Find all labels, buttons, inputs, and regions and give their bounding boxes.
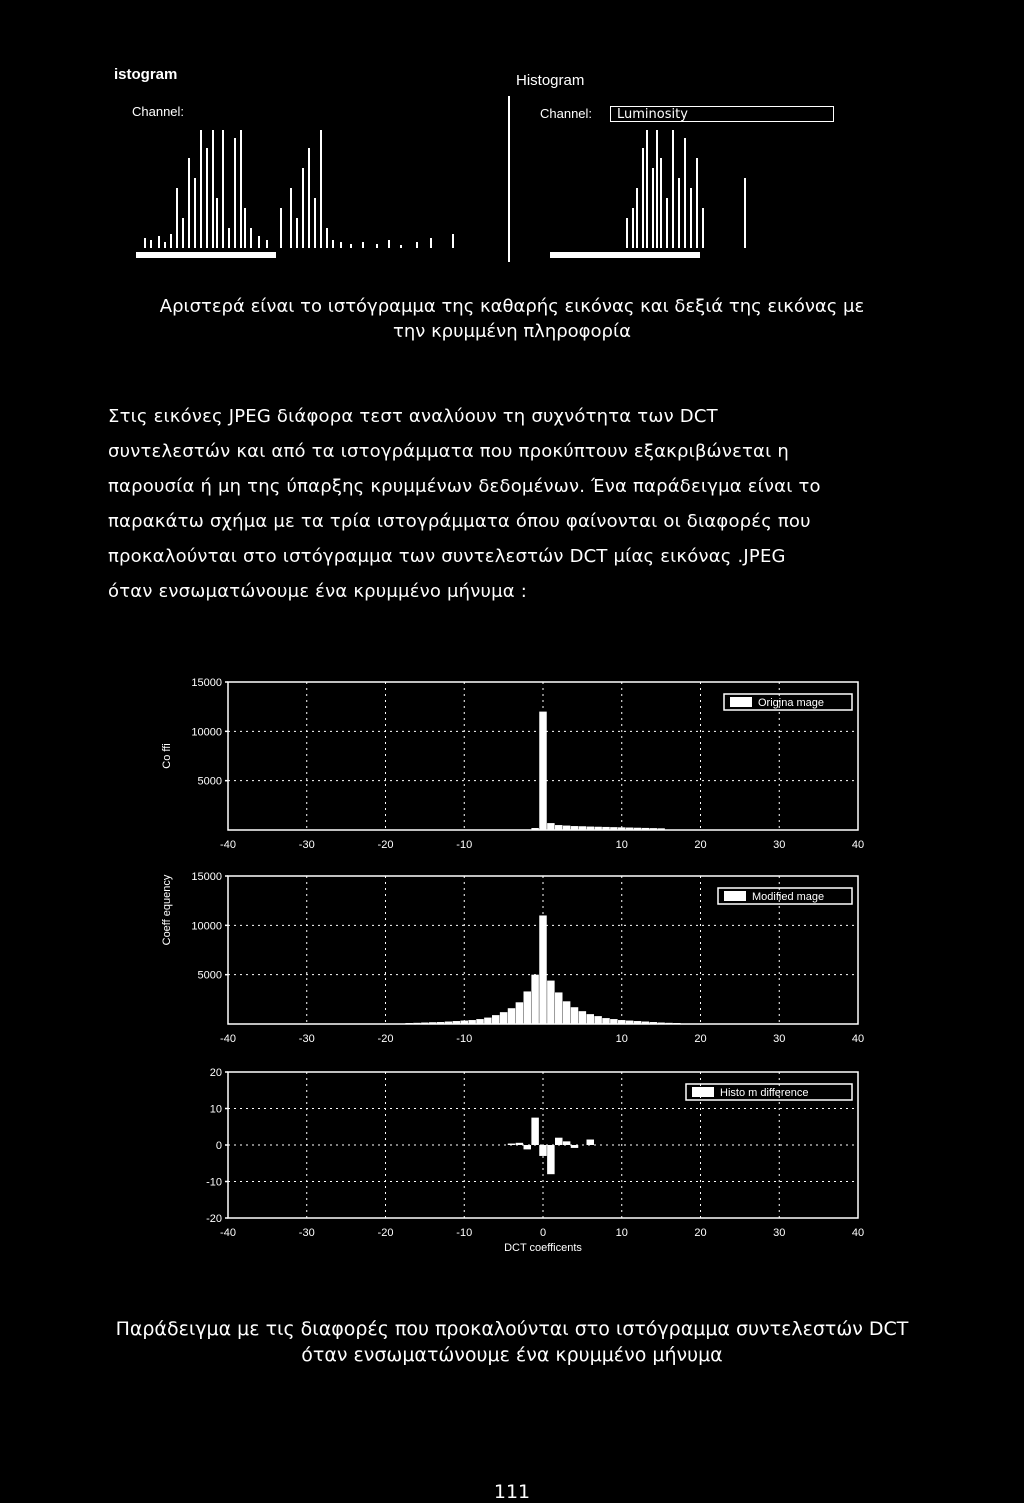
right-histogram-gradient-bar — [550, 252, 700, 258]
legend-label: Modified mage — [752, 891, 825, 903]
bar — [555, 992, 562, 1024]
left-histogram-bar — [194, 178, 196, 248]
bar — [626, 828, 633, 830]
right-histogram-bar — [678, 178, 680, 248]
left-histogram-bar — [326, 228, 328, 248]
right-histogram-title: Histogram — [516, 72, 585, 89]
left-histogram-bar — [234, 138, 236, 248]
bar — [594, 827, 601, 830]
right-histogram-bar — [672, 130, 674, 248]
right-histogram-bar — [702, 208, 704, 248]
y-tick-label: 5000 — [197, 775, 222, 788]
left-histogram-bar — [176, 188, 178, 248]
dct-chart-3 — [206, 1067, 864, 1254]
bar — [516, 1002, 523, 1024]
y-tick-label: 15000 — [191, 871, 222, 883]
x-tick-label: -30 — [298, 1033, 315, 1045]
bar — [610, 1019, 617, 1024]
left-histogram-bar — [314, 198, 316, 248]
right-histogram-bar — [684, 138, 686, 248]
histogram-divider — [508, 96, 510, 262]
x-tick-label: -30 — [298, 1227, 315, 1239]
right-histogram-bar — [652, 168, 654, 248]
bar — [618, 1020, 625, 1024]
x-tick-label: 20 — [694, 839, 707, 851]
left-histogram-bar — [170, 234, 172, 248]
x-tick-label: -40 — [220, 839, 236, 851]
bar — [492, 1015, 499, 1024]
left-histogram-bar — [244, 208, 246, 248]
left-histogram-bar — [150, 240, 152, 248]
right-histogram-bar — [646, 130, 648, 248]
channel-select[interactable]: Luminosity — [610, 106, 834, 122]
y-tick-label: 20 — [209, 1067, 222, 1079]
left-histogram-bar — [228, 228, 230, 248]
caption-line-1: Αριστερά είναι το ιστόγραμμα της καθαρής εικόνας και δεξιά της εικόνας με — [159, 296, 865, 317]
left-histogram-bar — [250, 228, 252, 248]
bar — [563, 1001, 570, 1024]
bar — [539, 712, 546, 830]
bar — [531, 828, 538, 830]
bar — [429, 1022, 436, 1024]
legend-label: Origina mage — [758, 697, 825, 709]
bar — [650, 1022, 657, 1024]
x-tick-label: 40 — [851, 1227, 865, 1239]
bar — [571, 826, 578, 830]
x-tick-label: 40 — [851, 839, 865, 851]
x-tick-label: -20 — [377, 1033, 394, 1045]
body-paragraph — [108, 399, 932, 609]
left-histogram-title: istogram — [114, 66, 178, 83]
bar — [547, 1145, 554, 1174]
left-histogram-bar — [350, 244, 352, 248]
x-tick-label: -20 — [377, 1227, 394, 1239]
bar — [657, 1023, 664, 1024]
bar — [587, 827, 594, 830]
left-histogram-bar — [206, 148, 208, 248]
left-histogram-bar — [188, 158, 190, 248]
left-histogram-bar — [416, 242, 418, 248]
bar — [531, 975, 538, 1024]
x-axis-label: DCT coefficents — [504, 1242, 582, 1254]
left-histogram-bar — [388, 240, 390, 248]
x-tick-label: 30 — [773, 839, 786, 851]
left-histogram-bar — [182, 218, 184, 248]
right-histogram-bar — [636, 188, 638, 248]
y-tick-label: 10 — [209, 1103, 222, 1116]
figure-caption-line-1: Παράδειγμα με τις διαφορές που προκαλούνται στο ιστόγραμμα συντελεστών DCT — [115, 1318, 909, 1340]
right-histogram-plot — [548, 120, 768, 265]
bar — [602, 827, 609, 830]
bar — [555, 1138, 562, 1145]
bar — [539, 915, 546, 1024]
x-tick-label: -10 — [456, 1227, 473, 1239]
bar — [508, 1008, 515, 1024]
bar — [539, 1145, 546, 1156]
left-histogram-bar — [266, 240, 268, 248]
histogram-caption — [0, 294, 1024, 344]
bar — [413, 1023, 420, 1024]
left-histogram-bar — [158, 236, 160, 248]
bar — [650, 828, 657, 830]
bar — [571, 1145, 578, 1148]
bar — [484, 1018, 491, 1024]
bar — [421, 1023, 428, 1024]
bar — [587, 1014, 594, 1024]
right-histogram-bar — [744, 178, 746, 248]
y-tick-label: 10000 — [191, 726, 222, 739]
left-histogram-bar — [376, 244, 378, 248]
figure-caption-line-2: όταν ενσωματώνουμε ένα κρυμμένο μήνυμα — [301, 1344, 723, 1366]
left-histogram-bar — [280, 208, 282, 248]
right-histogram-bar — [656, 130, 658, 248]
left-histogram-bar — [340, 242, 342, 248]
left-histogram-bar — [296, 218, 298, 248]
bar — [673, 1023, 680, 1024]
x-tick-label: -40 — [220, 1227, 236, 1239]
bar — [563, 826, 570, 830]
right-histogram-bar — [632, 208, 634, 248]
left-histogram-bar — [308, 148, 310, 248]
x-tick-label: 0 — [539, 1227, 547, 1239]
bar — [555, 825, 562, 830]
left-histogram-bar — [200, 130, 202, 248]
bar — [516, 1143, 523, 1145]
y-tick-label: 0 — [215, 1140, 222, 1152]
paragraph-line-3: παρουσία ή μη της ύπαρξης κρυμμένων δεδομένων. Ένα παράδειγμα είναι το — [108, 476, 821, 497]
left-histogram-bar — [452, 234, 454, 248]
x-tick-label: 20 — [694, 1033, 707, 1045]
left-histogram-bar — [144, 238, 146, 248]
left-histogram-bar — [302, 168, 304, 248]
right-histogram-bar — [666, 198, 668, 248]
x-tick-label: -20 — [377, 839, 394, 851]
x-tick-label: 30 — [773, 1227, 786, 1239]
bar — [626, 1021, 633, 1024]
y-tick-label: -10 — [206, 1176, 222, 1189]
legend-swatch — [724, 891, 746, 901]
left-histogram-bar — [164, 242, 166, 248]
caption-line-2: την κρυμμένη πληροφορία — [393, 321, 631, 342]
bar — [508, 1144, 515, 1145]
right-histogram-bar — [696, 158, 698, 248]
paragraph-line-5: προκαλούνται στο ιστόγραμμα των συντελεστών DCT μίας εικόνας .JPEG — [108, 546, 786, 567]
x-tick-label: -30 — [298, 839, 315, 851]
bar — [405, 1023, 412, 1024]
bar — [476, 1019, 483, 1024]
bar — [524, 991, 531, 1024]
right-channel-label: Channel: — [540, 106, 593, 121]
right-histogram-bar — [626, 218, 628, 248]
right-histogram-bar — [642, 148, 644, 248]
bar — [642, 828, 649, 830]
x-tick-label: 10 — [615, 1227, 628, 1239]
bar — [587, 1140, 594, 1145]
left-histogram-bar — [332, 240, 334, 248]
x-tick-label: -40 — [220, 1033, 236, 1045]
bar — [461, 1021, 468, 1024]
x-tick-label: 20 — [694, 1227, 707, 1239]
bar — [524, 1145, 531, 1149]
bar — [547, 981, 554, 1024]
bar — [453, 1021, 460, 1024]
y-tick-label: 5000 — [197, 969, 222, 982]
left-histogram-bar — [290, 188, 292, 248]
paragraph-line-1: Στις εικόνες JPEG διάφορα τεστ αναλύουν τη συχνότητα των DCT — [108, 406, 718, 427]
legend-label: Histo m difference — [720, 1087, 809, 1099]
left-histogram-bar — [320, 130, 322, 248]
bar — [437, 1022, 444, 1024]
dct-chart-1 — [161, 677, 864, 851]
bar — [579, 826, 586, 830]
y-axis-label: Co ffi — [161, 743, 173, 769]
bar — [610, 827, 617, 830]
bar — [634, 1021, 641, 1024]
x-tick-label: 10 — [615, 1033, 628, 1045]
bar — [531, 1118, 538, 1145]
left-histogram-bar — [362, 242, 364, 248]
paragraph-line-4: παρακάτω σχήμα με τα τρία ιστογράμματα όπου φαίνονται οι διαφορές που — [108, 511, 811, 532]
paragraph-line-2: συντελεστών και από τα ιστογράμματα που προκύπτουν εξακριβώνεται η — [108, 441, 789, 462]
bar — [602, 1018, 609, 1024]
bar — [642, 1022, 649, 1024]
bar — [657, 828, 664, 830]
y-tick-label: 10000 — [191, 920, 222, 933]
bar — [634, 828, 641, 830]
legend-swatch — [692, 1087, 714, 1097]
left-histogram-bar — [212, 130, 214, 248]
x-tick-label: 30 — [773, 1033, 786, 1045]
dct-chart-2 — [161, 871, 864, 1045]
bar — [445, 1022, 452, 1024]
x-tick-label: 40 — [851, 1033, 865, 1045]
bar — [547, 823, 554, 830]
left-histogram-bar — [400, 245, 402, 248]
dct-histogram-figure — [150, 668, 880, 1258]
right-histogram-bar — [660, 158, 662, 248]
bar — [594, 1016, 601, 1024]
bar — [579, 1011, 586, 1024]
left-histogram-bar — [258, 236, 260, 248]
bar — [563, 1141, 570, 1145]
legend-swatch — [730, 697, 752, 707]
left-histogram-gradient-bar — [136, 252, 276, 258]
left-histogram-bar — [222, 130, 224, 248]
y-tick-label: 15000 — [191, 677, 222, 689]
bar — [468, 1020, 475, 1024]
x-tick-label: 10 — [615, 839, 628, 851]
x-tick-label: -10 — [456, 1033, 473, 1045]
bar — [665, 1023, 672, 1024]
right-histogram-bar — [690, 188, 692, 248]
page-number: 111 — [493, 1481, 531, 1503]
bar — [500, 1012, 507, 1024]
paragraph-line-6: όταν ενσωματώνουμε ένα κρυμμένο μήνυμα : — [108, 581, 528, 602]
left-histogram-bar — [240, 130, 242, 248]
bar — [618, 827, 625, 830]
left-channel-label: Channel: — [132, 104, 185, 119]
left-histogram-bar — [430, 238, 432, 248]
y-tick-label: -20 — [206, 1213, 222, 1225]
x-tick-label: -10 — [456, 839, 473, 851]
y-axis-label: Coeff equency — [161, 874, 173, 946]
bar — [571, 1007, 578, 1024]
left-histogram-plot — [130, 120, 490, 265]
left-histogram-bar — [216, 198, 218, 248]
figure-caption — [0, 1316, 1024, 1368]
